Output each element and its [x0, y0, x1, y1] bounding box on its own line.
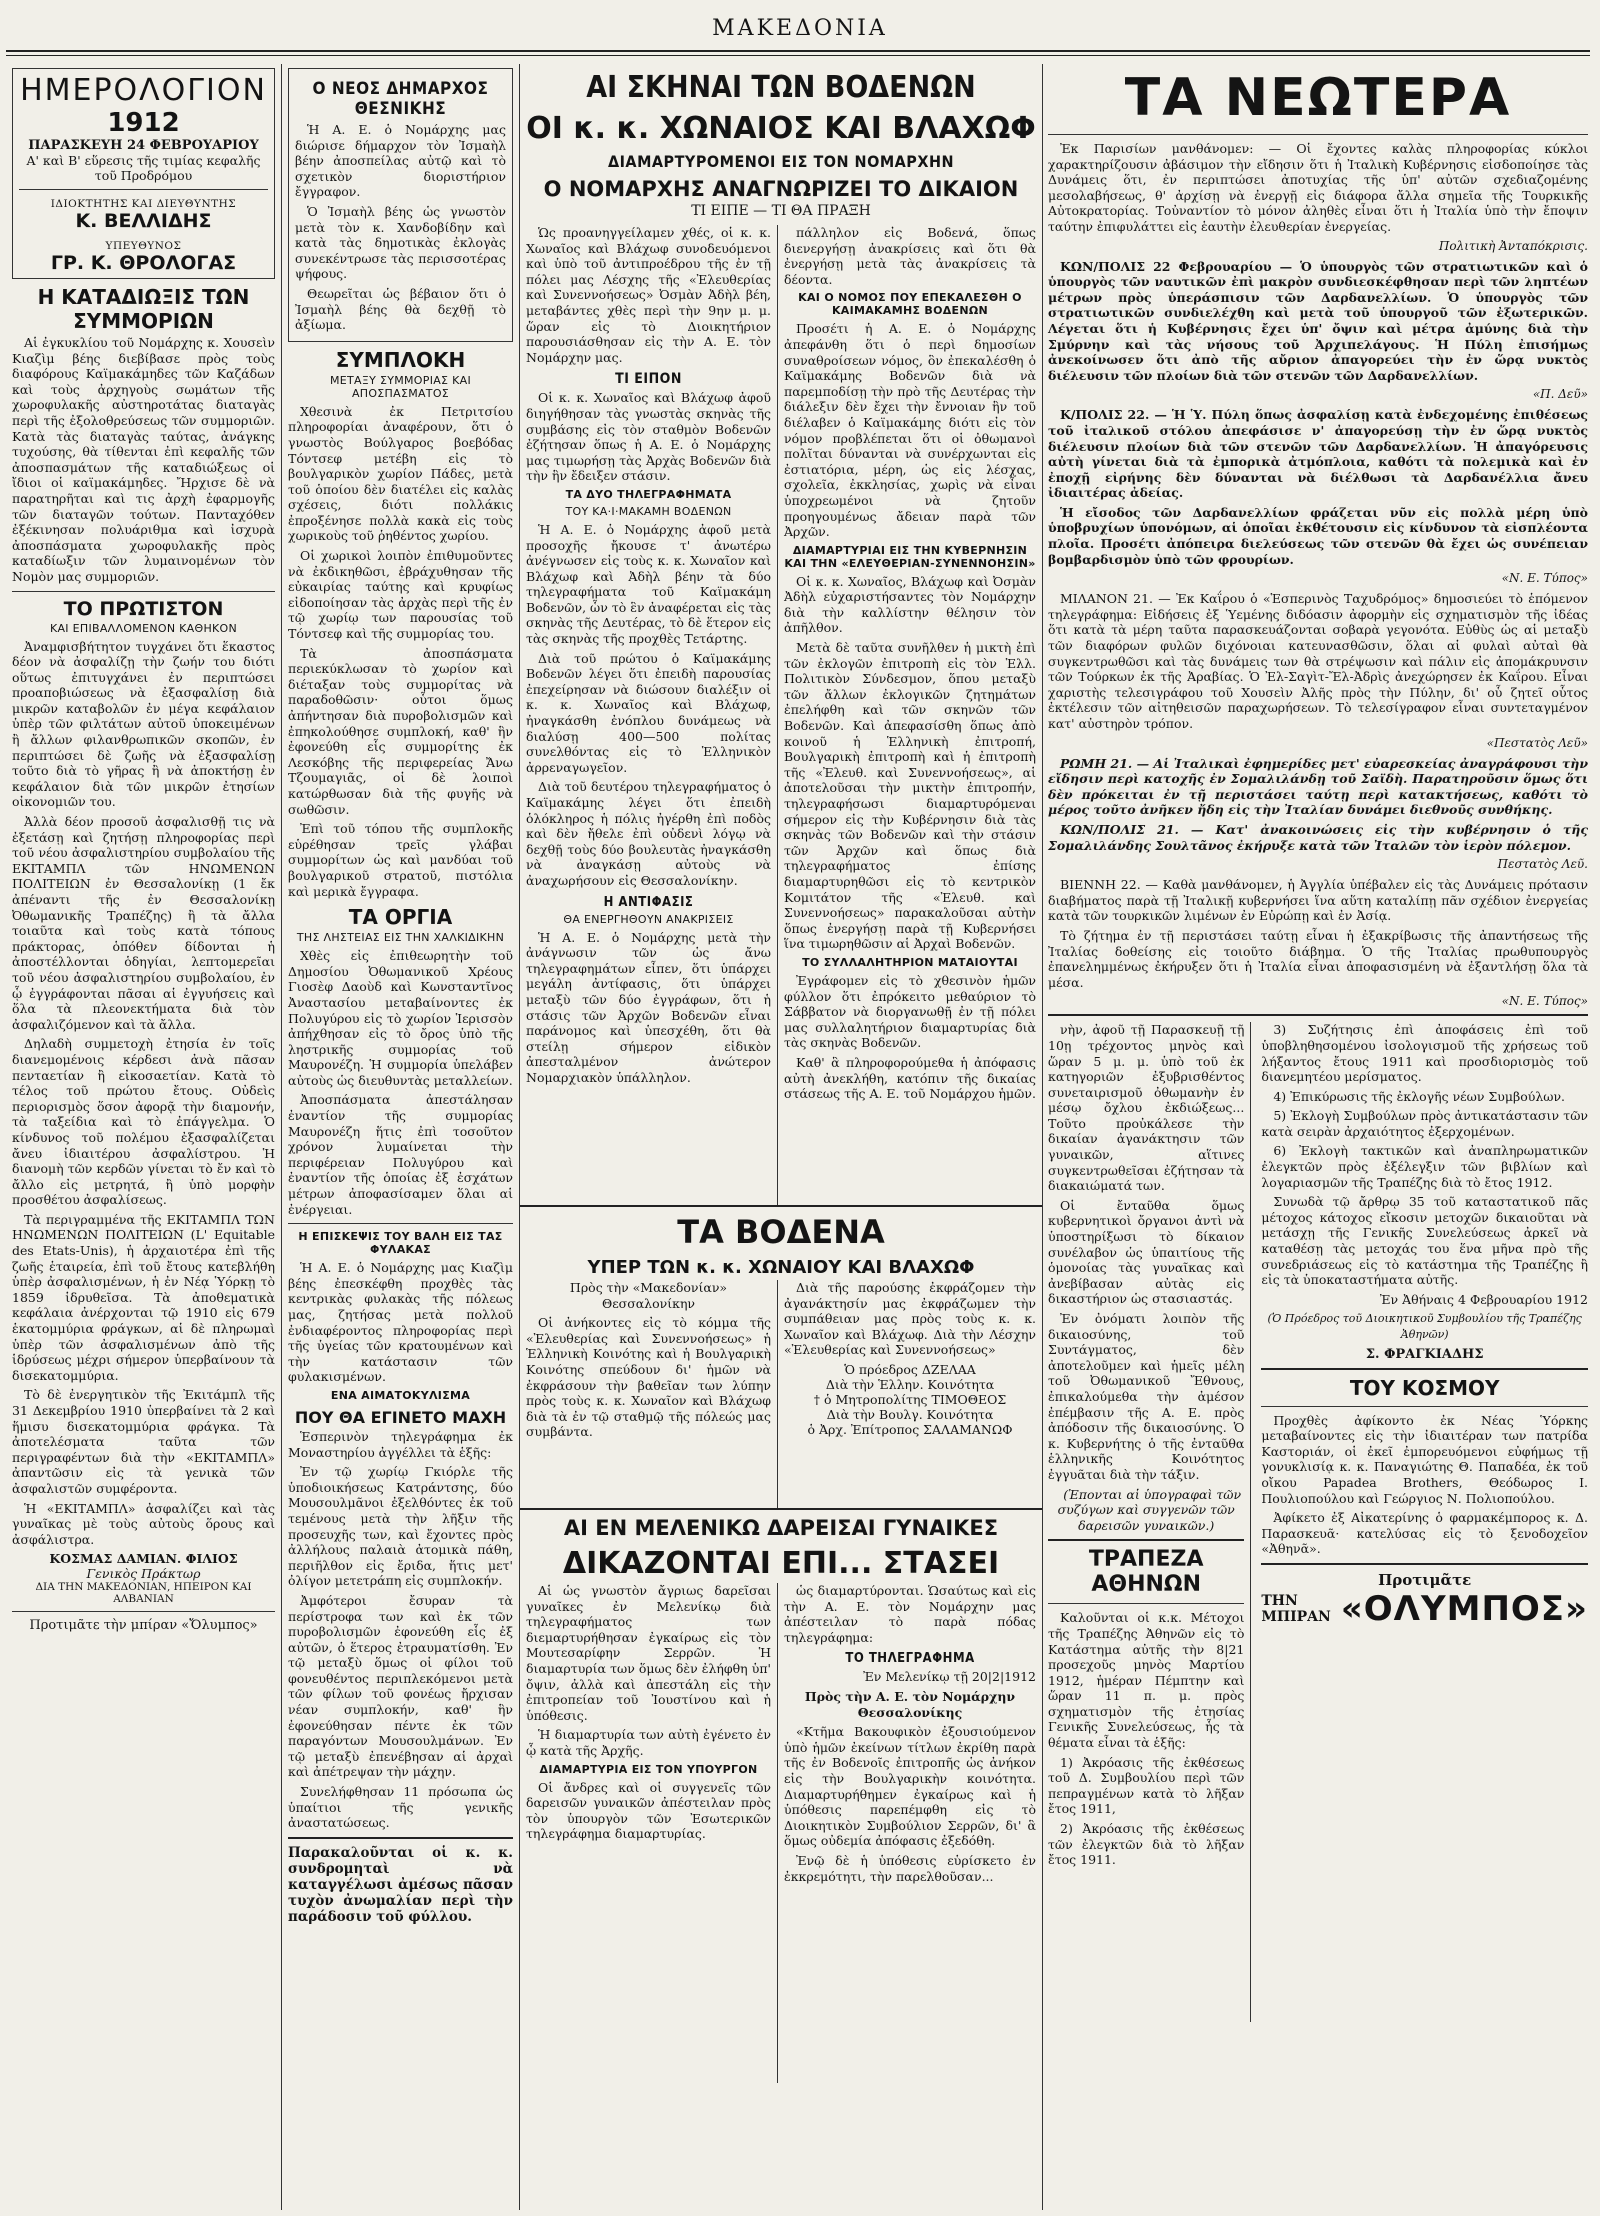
bank-notice: 5) Ἐκλογὴ Συμβούλων πρὸς ἀντικατάστασιν τῶν κατὰ σειρὰν ἀρχαιότητος ἐξερχομένων. — [1261, 1108, 1588, 1139]
article-text: Οἱ κ. κ. Χωναῖος, Βλάχωφ καὶ Ὀσμὰν Ἀδὴλ εὐχαριστήσαντες τὸν Νομάρχην διὰ τὴν καλλίστην θέλησιν τὸν ἀπῆλθον. — [784, 573, 1036, 636]
newspaper-name: ΜΑΚΕΔΟΝΙΑ — [712, 16, 888, 41]
society-item: Προχθὲς ἀφίκοντο ἐκ Νέας Ὑόρκης μεταβαίνοντες εἰς τὴν ἰδιαιτέραν των πατρίδα Καστοριάν, οἱ ἐκεῖ ἐμπορευόμενοι εὐφήμως τῇ γονυκλισίᾳ κ. κ. Παναγιώτης Θ. Παπαδέα, ἐκ τοῦ οἴκου Papadea Brothers, Θεόδωρος Ι. Πουλιοπούλου καὶ Γεώργιος Ν. Πολιοπούλου. — [1261, 1412, 1588, 1506]
divider — [1048, 134, 1588, 135]
headline-melenik-women: ΑΙ ΕΝ ΜΕΛΕΝΙΚΩ ΔΑΡΕΙΣΑΙ ΓΥΝΑΙΚΕΣ — [563, 1516, 999, 1540]
news-item: ΚΩΝ/ΠΟΛΙΣ 21. — Κατ' ἀνακοινώσεις εἰς τὴν κυβέρνησιν ὁ τῆς Σομαλιλάνδης Σουλτᾶνος ἐκήρυξε κατὰ τῶν Ἰταλῶν τὸν ἱερὸν πόλεμον. — [1048, 821, 1588, 853]
article-text: Ἡ Α. Ε. ὁ Νομάρχης μας Κιαζὶμ βέης ἐπεσκέφθη προχθὲς τὰς κεντρικὰς φυλακὰς τῆς πόλεως μας, ζητήσας μετὰ πολλοῦ ἐνδιαφέροντος πληροφορίας περὶ τῆς ὑγείας τῶν κρατουμένων καὶ τὴν κατάστασιν τῶν φυλακισμένων. — [288, 1260, 513, 1385]
signature-title: Γενικὸς Πράκτωρ — [86, 1566, 201, 1582]
vodena-article-columns — [520, 225, 1042, 1205]
article-text: Ἐν τῷ χωρίῳ Γκιόρλε τῆς ὑποδιοικήσεως Κατράντσης, δύο Μουσουλμᾶνοι ἐξελθόντες ἐκ τοῦ τεμένους μετὰ τὴν λῆξιν τῆς προσευχῆς των, καὶ ἔχοντες πρὸς ἀλλήλους παλαιὰ ἀτομικὰ πάθη, περιῆλθον εἰς ἔριδα, ἥτις μετ' ὀλίγον μετετράπη εἰς συμπλοκήν. — [288, 1464, 513, 1589]
article-text: Ἀποσπάσματα ἀπεστάλησαν ἐναντίον τῆς συμμορίας Μαυρονέζη ἥτις ἐπὶ τοσοῦτον χρόνον λυμαίνεται τὴν περιφέρειαν Πολυγύρου καὶ ἐναντίον τῆς ὁποίας ἐξ ἐσχάτων μέτρων ἀποφασίσαμεν ὅλαι αἱ ἐνέργειαι. — [288, 1092, 513, 1217]
bank-notice: 1) Ἀκρόασις τῆς ἐκθέσεως τοῦ Δ. Συμβουλίου περὶ τῶν πεπραγμένων κατὰ τὸ λῆξαν ἔτος 1911, — [1048, 1754, 1245, 1817]
letter-signature: Ὁ πρόεδρος ΔΖΕΛΑΑ — [844, 1361, 976, 1377]
columns-3-4 — [520, 64, 1043, 2210]
divider — [1048, 1539, 1244, 1541]
melenik-right — [778, 1583, 1042, 2083]
article-text: Ἀναμφισβήτητον τυγχάνει ὅτι ἕκαστος δέον νὰ ἀσφαλίζῃ τὴν ζωήν του διότι οὕτως ἐπιτυγχάνει ἐν περιπτώσει προαποβιώσεως νὰ ἐξασφαλίσῃ διὰ μικρῶν καταβολῶν ἐν μέγα κεφάλαιον ὑπὲρ τῶν φιλτάτων αὐτοῦ ὑποκειμένων ἢ ἄλλων φιλανθρωπικῶν σκοπῶν, ἐν περιπτώσει δὲ ζωῆς νὰ ἐξασφαλίσῃ τοῦτο διὰ τὸ γῆρας ἢ νὰ ἀποκτήσῃ ἐν κεφάλαιον διὰ τῶν μικρῶν ἐτησίων οἰκονομιῶν του. — [12, 638, 275, 810]
article-text: Ἡ Α. Ε. ὁ Νομάρχης μας διώρισε δήμαρχον τὸν Ἰσμαὴλ βέην ἀποσπείλας αὐτῷ καὶ τὸ σχετικὸν διοριστήριον ἔγγραφον. — [295, 122, 506, 200]
news-source: Πεστατὸς Λεῦ. — [1497, 857, 1588, 872]
article-text: Δηλαδὴ συμμετοχὴ ἐτησία ἐν τοῖς διανεμομένοις κέρδεσι ἀνὰ πᾶσαν πενταετίαν ἢ εἰκοσαετίαν. Κατὰ τὸ τέλος τοῦ πρώτου ἔτους. Οὐδεὶς περιορισμὸς ὅσον ἀφορᾷ τὴν διαμονήν, τὰ ταξείδια καὶ τὸ ἐπάγγελμα. Ὁ κίνδυνος τοῦ πολέμου ἐξασφαλίζεται ἄνευ ἰδιαιτέρου ἀσφαλίστρου. Ἡ διανομὴ τῶν κερδῶν γίνεται τὸ ἔν καὶ τὸ ἄλλο εἰς μετρητά, ἢ ὑπὸ μορφὴν προσθέτου ἀσφαλίσεως. — [12, 1036, 275, 1208]
subheadline-for-honaios: ΥΠΕΡ ΤΩΝ κ. κ. ΧΩΝΑΙΟΥ ΚΑΙ ΒΛΑΧΩΦ — [587, 1257, 975, 1278]
subheadline: ΤΗΣ ΛΗΣΤΕΙΑΣ ΕΙΣ ΤΗΝ ΧΑΛΚΙΔΙΚΗΝ — [296, 931, 505, 945]
headline-vali-visit: Η ΕΠΙΣΚΕΨΙΣ ΤΟΥ ΒΑΛΗ ΕΙΣ ΤΑΣ ΦΥΛΑΚΑΣ — [298, 1230, 503, 1257]
article-text: Αἱ ἐγκυκλίου τοῦ Νομάρχης κ. Χουσεὶν Κιαζὶμ βέης διεβίβασε πρὸς τοὺς διαφόρους Καϊμακάμηδες τῶν Καζάδων καὶ τοὺς ἀρχηγοὺς σωμάτων τῆς χωροφυλακῆς αὐστηροτάτας διαταγὰς περὶ τῆς ἐξολοθρεύσεως τῶν συμμοριῶν. Κατὰ τὰς διαταγὰς ταύτας, ἀνάγκης τυχούσης, θὰ τίθενται ἐπὶ κεφαλῆς τῶν ἀποσπασμάτων τῆς καταδιώξεως οἱ ἴδιοι οἱ καϊμακάμηδες. Ἤρχισε δὲ νὰ παρατηρῆται καὶ τις ἀρχὴ ἐφαρμογῆς τῶν διαταγῶν τούτων. Πανταχόθεν ἐξέκινησαν πολυάριθμα καὶ ἰσχυρὰ ἀποσπάσματα χωροφυλακῆς πρὸς καταδίωξιν τῶν λυμαινομένων τὸν Νομὸν μας συμμοριῶν. — [12, 335, 275, 584]
column-1 — [6, 64, 282, 2210]
melenik-left — [520, 1583, 778, 2083]
column-4-top — [778, 225, 1042, 1205]
owner-label: ΙΔΙΟΚΤΗΤΗΣ ΚΑΙ ΔΙΕΥΘΥΝΤΗΣ — [50, 198, 237, 210]
subheadline-what-said: ΤΙ ΕΙΠΕ — ΤΙ ΘΑ ΠΡΑΞΗ — [691, 203, 871, 219]
divider — [1261, 1563, 1588, 1565]
headline-vodena: ΤΑ ΒΟΔΕΝΑ — [677, 1213, 885, 1251]
article-text: Οἱ ἄνδρες καὶ οἱ συγγενεῖς τῶν δαρεισῶν γυναικῶν ἀπέστειλαν πρὸς τὸν ὑπουργὸν τῶν Ἐσωτερικῶν τηλεγράφημα διαμαρτυρίας. — [526, 1779, 771, 1842]
article-text: Τὰ ἀποσπάσματα περιεκύκλωσαν τὸ χωρίον καὶ διέταξαν τοὺς συμμορίτας νὰ παραδοθῶσιν· οὗτοι ὅμως ἀπήντησαν διὰ πυροβολισμῶν καὶ ἐπηκολούθησε συμπλοκή, καθ' ἣν ἐφονεύθη εἷς συμμορίτης ἐκ Λεσκόβης τῆς περιφερείας Ἄνω Τζουμαγιᾶς, οἱ δὲ λοιποὶ κατώρθωσαν διὰ τῆς φυγῆς νὰ σωθῶσιν. — [288, 645, 513, 817]
masthead-rule — [6, 50, 1590, 56]
calendar-box — [12, 68, 275, 279]
letter-right — [778, 1280, 1042, 1508]
letter-text: Διὰ τῆς παρούσης ἐκφράζομεν τὴν ἀγανάκτησίν μας ἐκφράζωμεν τὴν συμπάθειαν μας πρὸς τοὺς κ. κ. Χωναῖον καὶ Βλάχωφ. Διὰ τὴν Λέσχην «Ἐλευθερίας καὶ Συνεννοήσεως» — [784, 1280, 1036, 1358]
column-2 — [282, 64, 520, 2210]
news-item: Ἐκ Παρισίων μανθάνομεν: — Οἱ ἔχοντες καλὰς πληροφορίας κύκλοι χαρακτηρίζουσιν ἀβάσιμον τὴν εἴδησιν ὅτι ἡ Ἰταλικὴ Κυβέρνησις εἰσδοποίησε τὰς Δυνάμεις ὅτι, ἐν περιπτώσει ἀποτυχίας τῆς ὑπ' αὐτῶν σχεδιαζομένης μεσολαβήσεως, θ' ἀρχίσῃ νὰ ἐνεργῇ εἰς διάφορα ἄλλα σημεῖα τῆς Τουρκικῆς Αὐτοκρατορίας. Τοὐναντίον τὸ μόνον ἀληθὲς εἶναι ὅτι ἡ Ἰταλία ὑπὸ τὴν ἔποψιν ταύτην ἐπιφυλάττει εἰς ἑαυτὴν ἐλευθερίαν ἐνεργείας. — [1048, 141, 1588, 234]
news-item: ΒΙΕΝΝΗ 22. — Καθὰ μανθάνομεν, ἡ Ἀγγλία ὑπέβαλεν εἰς τὰς Δυνάμεις πρότασιν διαβήματος παρὰ τῇ Ἰταλικῇ κυβερνήσει ἵνα αὕτη καταλίπῃ πᾶν σχέδιον ἐνεργείας κατὰ τῶν τουρκικῶν λιμένων ἐν Εὐρώπῃ καὶ ἐν Ἀσίᾳ. — [1048, 877, 1588, 924]
bank-notice: 4) Ἐπικύρωσις τῆς ἐκλογῆς νέων Συμβούλων. — [1273, 1088, 1566, 1104]
bank-notice: Συνωδὰ τῷ ἄρθρῳ 35 τοῦ καταστατικοῦ πᾶς μέτοχος κάτοχος εἴκοσιν μετοχῶν δικαιοῦται νὰ μετάσχῃ τῆς Γενικῆς Συνελεύσεως ἀρκεῖ νὰ καταθέσῃ τὰς μετοχάς του ἕνα μῆνα πρὸ τῆς συνεδριάσεως εἰς τὸ κατάστημα τῆς Τραπέζης ἢ εἰς τὰ ὑποκαταστήματα αὐτῆς. — [1261, 1194, 1588, 1288]
column-5 — [1042, 64, 1594, 2210]
article-text: Ἑσπερινὸν τηλεγράφημα ἐκ Μοναστηρίου ἀγγέλλει τὰ ἑξῆς: — [288, 1428, 513, 1460]
signatures-note: (Ἐπονται αἱ ὑπογραφαὶ τῶν συζύγων καὶ συγγενῶν τῶν δαρεισῶν γυναικῶν.) — [1057, 1486, 1242, 1533]
responsible-name: ΓΡ. Κ. ΘΡΟΛΟΓΑΣ — [50, 252, 237, 274]
headline-latest-news: ΤΑ ΝΕΩΤΕΡΑ — [1124, 68, 1512, 128]
headline-bank-athens: ΤΡΑΠΕΖΑ ΑΘΗΝΩΝ — [1088, 1547, 1204, 1598]
article-text: Ἀλλὰ δέον προσοῦ ἀσφαλισθῇ τις νὰ ἐξετάσῃ καὶ ζητήσῃ πληροφορίας περὶ τοῦ νέου ἀσφαλιστηρίου συμβολαίου τῆς ΕΚΙΤΑΜΠΛ τῶν ΗΝΩΜΕΝΩΝ ΠΟΛΙΤΕΙΩΝ ἐν Θεσσαλονίκῃ (1 ἔκ ἀπέναντι τῆς ἐν Θεσσαλονίκῃ Ὀθωμανικῆς Τραπέζης) ἢ τὰ ἄλλα τοιαῦτα καὶ τοὺς κατὰ τόπους πράκτορας, ὁπόθεν δίδονται ἡ ἀποστέλλονται ὁδηγίαι, λεπτομερεῖαι τοῦ νέου ἀσφαλιστηρίου συμβολαίου, ἐν ᾧ ἐγγράφονται πᾶσαι αἱ ἐγγυήσεις καὶ ὅλα τὰ πλεονεκτήματα διὰ τὸν ἀσφαλιζόμενον καὶ τὰ ἄλλα. — [12, 814, 275, 1032]
bank-notice: 6) Ἐκλογὴ τακτικῶν καὶ ἀναπληρωματικῶν ἐλεγκτῶν πρὸς ἐξέλεγξιν τῶν βιβλίων καὶ λογαριασμῶν τῆς Τραπέζης διὰ τὸ ἔτος 1912. — [1261, 1143, 1588, 1190]
headline-nomarch-justice: Ο ΝΟΜΑΡΧΗΣ ΑΝΑΓΝΩΡΙΖΕΙ ΤΟ ΔΙΚΑΙΟΝ — [543, 177, 1019, 201]
letter-signature: Διὰ τὴν Βουλγ. Κοινότητα — [826, 1406, 994, 1422]
subheadline-battle: ΠΟΥ ΘΑ ΕΓΙΝΕΤΟ ΜΑΧΗ — [294, 1407, 507, 1427]
subheadline-protest-minister: ΔΙΑΜΑΡΤΥΡΙΑ ΕΙΣ ΤΟΝ ΥΠΟΥΡΓΟΝ — [539, 1762, 758, 1776]
subheadline-two-telegrams: ΤΑ ΔΥΟ ΤΗΛΕΓΡΑΦΗΜΑΤΑ — [565, 487, 732, 501]
divider — [1048, 1603, 1244, 1604]
mayor-box — [288, 68, 513, 342]
headline-honaios-vlachof: ΟΙ κ. κ. ΧΩΝΑΙΟΣ ΚΑΙ ΒΛΑΧΩΦ — [526, 111, 1036, 146]
headline-new-mayor: Ο ΝΕΟΣ ΔΗΜΑΡΧΟΣ ΘΕΣΝΙΚΗΣ — [312, 79, 489, 119]
bank-notice: 3) Συζήτησις ἐπὶ ἀποφάσεις ἐπὶ τοῦ ὑποβληθησομένου ἰσολογισμοῦ τῆς χρήσεως τοῦ λήξαντος ἔτους 1911 καὶ προσδιορισμὸς τοῦ διανεμητέου μερίσματος. — [1261, 1022, 1588, 1085]
subheadline-law: ΚΑΙ Ο ΝΟΜΟΣ ΠΟΥ ΕΠΕΚΑΛΕΣΘΗ Ο ΚΑΙΜΑΚΑΜΗΣ ΒΟΔΕΝΩΝ — [798, 291, 1022, 318]
divider — [1048, 1014, 1588, 1016]
article-text: ὡς διαμαρτύρονται. Ὡσαύτως καὶ εἰς τὴν Α. Ε. τὸν Νομάρχην μας ἀπέστειλαν τὸ παρὰ πόδας τηλεγράφημα: — [784, 1583, 1036, 1645]
letter-signature: † ὁ Μητροπολίτης ΤΙΜΟΘΕΟΣ — [813, 1391, 1007, 1407]
headline-clash: ΣΥΜΠΛΟΚΗ — [335, 347, 466, 372]
bank-signatory-title: (Ὁ Πρόεδρος τοῦ Διοικητικοῦ Συμβουλίου τῆς Τραπέζης Ἀθηνῶν) — [1267, 1312, 1582, 1341]
beer-ad-brand: «ΟΛΥΜΠΟΣ» — [1340, 1588, 1588, 1629]
article-text: Ἡ Α. Ε. ὁ Νομάρχης μετὰ τὴν ἀνάγνωσιν τῶν ὡς ἄνω τηλεγραφημάτων εἶπεν, ὅτι ὑπάρχει μεγάλη ἀντίφασις, ὅτι ὑπάρχει μεταξὺ τῶν δύο ἐγγράφων, ὅτι ἡ στάσις τῶν Ἀρχῶν Βοδενῶν εἶναι παράνομος καὶ ὑπεσχέθη, ὅτι θὰ στείλῃ σήμερον εἰδικὸν ἀπεσταλμένον ἀνώτερον Νομαρχιακὸν ὑπάλληλον. — [526, 929, 771, 1085]
news-source: Πολιτικὴ Ἀνταπόκρισις. — [1438, 238, 1588, 253]
subheadline-protests-gov: ΔΙΑΜΑΡΤΥΡΙΑΙ ΕΙΣ ΤΗΝ ΚΥΒΕΡΝΗΣΙΝ ΚΑΙ ΤΗΝ «ΕΛΕΥΘΕΡΙΑΝ-ΣΥΝΕΝΝΟΗΣΙΝ» — [784, 543, 1036, 570]
article-text: Καθ' ἃ πληροφορούμεθα ἡ ἀπόφασις αὐτὴ ἀνεκλήθη, κατόπιν τῆς δικαίας στάσεως τῆς Α. Ε. τοῦ Νομάρχου ἡμῶν. — [784, 1054, 1036, 1102]
beer-ad-label: ΤΗΝ ΜΠΙΡΑΝ — [1261, 1592, 1331, 1625]
bank-notice: Καλοῦνται οἱ κ.κ. Μέτοχοι τῆς Τραπέζης Ἀθηνῶν εἰς τὸ Κατάστημα αὐτῆς τὴν 8|21 προσεχοῦς μηνὸς Μαρτίου 1912, ἡμέραν Πέμπτην καὶ ὥραν 11 π. μ. πρὸς σχηματισμὸν τῆς ἐτησίας Γενικῆς Συνελεύσεως, ἧς τὰ θέματα εἶναι τὰ ἑξῆς: — [1048, 1610, 1245, 1751]
subheadline-telegram: ΤΟ ΤΗΛΕΓΡΑΦΗΜΑ — [845, 1651, 975, 1667]
letter-left — [520, 1280, 778, 1508]
article-text: Ἐπὶ τοῦ τόπου τῆς συμπλοκῆς εὑρέθησαν τρεῖς γλάβαι συμμορίτων ὡς καὶ μανδύαι τοῦ βουλγαρικοῦ στρατοῦ, πιστόλια καὶ μερικὰ ἔγγραφα. — [288, 821, 513, 899]
headline-first-duty: ΤΟ ΠΡΩΤΙΣΤΟΝ — [63, 597, 224, 620]
beer-ad: Προτιμᾶτε τὴν μπίραν «Ὄλυμπος» — [29, 1618, 258, 1634]
melenik-article-columns — [520, 1583, 1042, 2083]
telegram-text: Ἐνῷ δὲ ἡ ὑπόθεσις εὑρίσκετο ἐν ἐκκρεμότητι, τὴν παρελθοῦσαν... — [784, 1852, 1036, 1884]
column-5-right — [1261, 1022, 1588, 2022]
telegram-date: Ἐν Μελενίκῳ τῇ 20|2|1912 — [863, 1669, 1036, 1685]
calendar-title: ΗΜΕΡΟΛΟΓΙΟΝ — [20, 73, 267, 108]
letter-text: Οἱ ἀνήκοντες εἰς τὸ κόμμα τῆς «Ἐλευθερίας καὶ Συνεννοήσεως» ἡ Ἑλληνικὴ Κοινότης καὶ ἡ Βουλγαρικὴ Κοινότης σπεύδουν δι' ἡμῶν νὰ ἐκφράσουν τὴν βαθεῖαν των λύπην πρὸς τοὺς κ. κ. Χωναῖον καὶ Βλάχωφ διὰ τὰ ἐν τῷ σταθμῷ τῆς πόλεώς μας συμβάντα. — [526, 1315, 771, 1440]
news-item: Κ/ΠΟΛΙΣ 22. — Ἡ Ὑ. Πύλη ὅπως ἀσφαλίσῃ κατὰ ἐνδεχομένης ἐπιθέσεως τοῦ ἰταλικοῦ στόλου ἀπεφάσισε ν' ἀπαγορεύσῃ τὴν ἐν ὥρᾳ νυκτὸς διέλευσιν πλοίων διὰ τῶν στενῶν τῶν Δαρδανελλίων. Ἡ ἀπαγόρευσις αὐτὴ γίνεται διὰ τὰ ἐμπορικὰ ἀτμόπλοια, καθότι τὰ πολεμικὰ καὶ ἐν ἐποχῇ εἰρήνης δὲν δύνανται νὰ διέλθωσι τὰ Δαρδανέλλια ἄνευ ἰδιαιτέρας ἀδείας. — [1048, 407, 1588, 501]
article-text: Ἡ διαμαρτυρία των αὐτὴ ἐγένετο ἐν ᾧ κατὰ τῆς Ἀρχῆς. — [526, 1727, 771, 1758]
calendar-note: Α' καὶ Β' εὕρεσις τῆς τιμίας κεφαλῆς τοῦ Προδρόμου — [26, 153, 261, 183]
signature-region: ΔΙΑ ΤΗΝ ΜΑΚΕΔΟΝΙΑΝ, ΗΠΕΙΡΟΝ ΚΑΙ ΑΛΒΑΝΙΑΝ — [35, 1581, 252, 1606]
headline-society: ΤΟΥ ΚΟΣΜΟΥ — [1349, 1375, 1500, 1400]
article-text: Διὰ τοῦ δευτέρου τηλεγραφήματος ὁ Καϊμακάμης λέγει ὅτι ἐπειδὴ ὁλόκληρος ἡ πόλις ἠγέρθη ἐπὶ ποδὸς καὶ δὲν ἤθελε ἐπὶ οὐδενὶ λόγῳ νὰ δεχθῇ τοὺς δύο βουλευτὰς ἠναγκάσθη νὰ ἀναγκάσῃ αὐτοὺς νὰ ἀναχωρήσουν εἰς Θεσσαλονίκην. — [526, 779, 771, 888]
calendar-year: 1912 — [107, 108, 180, 138]
article-text: Ἡ «ΕΚΙΤΑΜΠΛ» ἀσφαλίζει καὶ τὰς γυναῖκας μὲ τοὺς αὐτοὺς ὅρους καὶ ἀσφάλιστρα. — [12, 1500, 275, 1547]
divider — [288, 1223, 513, 1224]
article-text: νὴν, ἀφοῦ τῇ Παρασκευῇ τῇ 10ῃ τρέχοντος μηνὸς καὶ ὥραν 5 μ. μ. ὑπὸ τοῦ ἐκ κατηγοριῶν ἐξυβρισθέντος συνεταιρισμοῦ ὀθωμανὴν ἐν μέσῳ ὄχλου ἐκδιώξεως... Τοῦτο προὐκάλεσε τὴν δικαίαν ἀγανάκτησιν τῶν γυναικῶν, αἵτινες συγκεντρωθεῖσαι ἐζήτησαν τὰ διακαιώματά των. — [1048, 1022, 1245, 1194]
article-text: Μετὰ δὲ ταῦτα συνῆλθεν ἡ μικτὴ ἐπὶ τῶν ἐκλογῶν ἐπιτροπὴ εἰς τὸν Ἑλλ. Πολιτικὸν Σύνδεσμον, ὅπου μεταξὺ τῶν ἄλλων ἐκλογικῶν ζητημάτων ἐπελήφθη καὶ τῶν σκηνῶν τῶν Βοδενῶν. Καὶ ἀπεφασίσθη ὅπως ἀπὸ κοινοῦ ἡ Ἑλληνικὴ ἐπιτροπή, Βουλγαρικὴ ἐπιτροπὴ καὶ ἡ ἐπιτροπὴ τῆς «Ἐλευθ. καὶ Συνεννοήσεως», αἱ ἀποτελοῦσαι τὴν μικτὴν ἐπιτροπήν, τηλεγραφήσωσι διαμαρτυρόμεναι σήμερον εἰς τὴν Κυβέρνησιν διὰ τὰς σκηνὰς τῶν Βοδενῶν καὶ τὴν στάσιν τῶν Ἀρχῶν καὶ ὅπως διὰ τηλεγραφήματος ἐπίσης διαμαρτυρηθῶσι εἰς τὸ κεντρικὸν Κομιτάτον τῆς «Ἐλευθ. καὶ Συνεννοήσεως» παρακαλοῦσαι αὐτὴν ὅπως ἐνεργήσῃ παρὰ τῇ Κυβερνήσει ἵνα τιμωρηθῶσιν αἱ Ἀρχαὶ Βοδενῶν. — [784, 640, 1036, 952]
headline-on-sedition: ΔΙΚΑΖΟΝΤΑΙ ΕΠΙ... ΣΤΑΣΕΙ — [562, 1546, 1000, 1581]
subscriber-notice: Παρακαλοῦνται οἱ κ. κ. συνδρομηταὶ νὰ καταγγέλωσι ἀμέσως πᾶσαν τυχὸν ἀνωμαλίαν περὶ τὴν παράδοσιν τοῦ φύλλου. — [288, 1844, 513, 1925]
article-text: Ὡς προανηγγείλαμεν χθές, οἱ κ. κ. Χωναῖος καὶ Βλάχωφ συνοδευόμενοι καὶ ὑπὸ τοῦ ἀντιπροέδρου τῆς ἐν τῇ πόλει μας Λέσχης τῆς «Ἐλευθερίας καὶ Συνεννοήσεως» Ὀσμὰν Ἀδὴλ βέη, μεταβάντες χθὲς περὶ τὴν 9ην μ. μ. ὥραν εἰς τὸ Διοικητήριον παρουσιάσθησαν εἰς τὴν Α. Ε. τὸν Νομάρχην μας. — [526, 225, 771, 365]
beer-ad-prefer: Προτιμᾶτε — [1378, 1570, 1472, 1589]
headline-persecution: Η ΚΑΤΑΔΙΩΞΙΣ ΤΩΝ ΣΥΜΜΟΡΙΩΝ — [37, 285, 250, 333]
subheadline-kaimakam: ΤΟΥ ΚΑ·Ι·ΜΑΚΑΜΗ ΒΟΔΕΝΩΝ — [565, 504, 732, 518]
article-text: Ὁ Ἰσμαὴλ βέης ὡς γνωστὸν μετὰ τὸν κ. Χανδοβίδην καὶ κατὰ τὰς δημοτικὰς ἐκλογὰς συνεκέντρωσε τὰς περισσοτέρας ψήφους. — [295, 203, 506, 282]
article-text: Οἱ χωρικοὶ λοιπὸν ἐπιθυμοῦντες νὰ ἐκδικηθῶσι, ἐβράχυθησαν τῆς εὐκαιρίας ταύτης καὶ κρυφίως εἰδοποίησαν τὰς ἀρχὰς περὶ τῆς ἐν τῷ χωρίῳ των παρουσίας τοῦ Τόντσεφ καὶ τῆς συμμορίας του. — [288, 548, 513, 642]
subheadline-rally: ΤΟ ΣΥΛΛΑΛΗΤΗΡΙΟΝ ΜΑΤΑΙΟΥΤΑΙ — [802, 955, 1018, 969]
article-text: Τὸ δὲ ἐνεργητικὸν τῆς Ἐκιτάμπλ τῆς 31 Δεκεμβρίου 1910 ὑπερβαίνει τὰ 2 καὶ ἥμισυ δισεκατομμύρια φράγκα. Τὰ ἀποτελέσματα ταῦτα τῶν περιγραφέντων διὰ τὴν «ΕΚΙΤΑΜΠΛ» ἀπαντῶσιν εἰς τὰ γενικὰ τῶν ἀσφαλιστῶν συμφέροντα. — [12, 1387, 275, 1496]
telegram-address: Πρὸς τὴν Α. Ε. τὸν Νομάρχην Θεσσαλονίκης — [804, 1688, 1016, 1720]
society-item: Ἀφίκετο ἐξ Αἰκατερίνης ὁ φαρμακέμπορος κ. Δ. Παρασκευᾶ· κατελύσας εἰς τὸ ξενοδοχεῖον «Ἀθηνᾶ». — [1261, 1510, 1588, 1557]
divider — [12, 1611, 275, 1612]
divider — [520, 1508, 1042, 1510]
column-5-bottom — [1048, 1022, 1588, 2022]
divider — [1261, 1368, 1588, 1370]
vodena-letter-columns — [520, 1280, 1042, 1508]
article-text: Ἐν ὀνόματι λοιπὸν τῆς δικαιοσύνης, τοῦ Συντάγματος, δὲν ἀποτελοῦμεν καὶ ἡμεῖς μέλη τοῦ Ὀθωμανικοῦ Ἔθνους, ἐπικαλούμεθα τὴν ἀμέσον ἐπέμβασιν τῆς Α. Ε. πρὸς ἀπόδοσιν τῆς δικαιοσύνης. Ὁ κ. Κυβερνήτης ὁ τῆς ἐνταῦθα ἑλληνικῆς Κοινότητος ἐγγυᾶται διὰ τὴν τάξιν. — [1048, 1311, 1245, 1482]
article-text: Προσέτι ἡ Α. Ε. ὁ Νομάρχης ἀπεφάνθη ὅτι ὁ περὶ δημοσίων συναθροίσεων νόμος, ὃν ἐπεκαλέσθη ὁ Καϊμακάμης Βοδενῶν διὰ νὰ παρεμποδίσῃ τὴν πρὸ τῆς Δευτέρας τὴν διάλεξιν δὲν ἔχει τὴν ἔννοιαν ἣν τοῦ διέλαβεν ὁ Καϊμακάμης διότι εἰς τὸν νόμον προβλέπεται ὅτι οἱ ὀθωμανοὶ πολῖται δύνανται νὰ συνέρχωνται εἰς ἐστιατόρια, μέρη, ὡς εἰς λέσχας, σχολεῖα, ἐκκλησίας, χωρὶς νὰ εἶναι ὑποχρεωμένοι νὰ ζητοῦν προηγουμένως ἄδειαν παρὰ τῶν Ἀρχῶν. — [784, 321, 1036, 540]
divider — [288, 1837, 513, 1839]
subheadline-what-they-said: ΤΙ ΕΙΠΟΝ — [615, 371, 682, 388]
news-item: Ἡ εἴσοδος τῶν Δαρδανελλίων φράζεται νῦν εἰς πολλὰ μέρη ὑπὸ ὑποβρυχίων ὑπονόμων, αἱ ὁποῖαι ἐκθέτουσιν εἰς κίνδυνον τὰ εἰσπλέοντα πλοῖα. Προσέτι ἀπόπειρα διελεύσεως τῶν στενῶν θὰ ἔχει ὡς συνέπειαν βομβαρδισμὸν ὑπὸ τῶν φρουρίων. — [1048, 504, 1588, 567]
article-text: Ἐγράφομεν εἰς τὸ χθεσινὸν ἡμῶν φύλλον ὅτι ἐπρόκειτο μεθαύριον τὸ Σάββατον νὰ διοργανωθῇ ἐν τῇ πόλει μας συλλαλητήριον διαμαρτυρίας διὰ τὰς σκηνὰς Βοδενῶν. — [784, 972, 1036, 1051]
divider — [1261, 1406, 1588, 1407]
subheadline-investigations: ΘΑ ΕΝΕΡΓΗΘΟΥΝ ΑΝΑΚΡΙΣΕΙΣ — [563, 912, 734, 926]
signature-name: ΚΟΣΜΑΣ ΔΑΜΙΑΝ. ΦΙΛΙΟΣ — [49, 1551, 238, 1567]
article-text: Θεωρεῖται ὡς βέβαιον ὅτι ὁ Ἰσμαὴλ βέης θὰ δεχθῇ τὸ ἀξίωμα. — [295, 285, 506, 333]
news-item: Τὸ ζήτημα ἐν τῇ περιστάσει ταύτῃ εἶναι ἡ ἐξακρίβωσις τῆς ἀπαντήσεως τῆς Ἰταλίας δοθείσης εἰς τοιοῦτο διάβημα. Ὁ τῆς Ἰταλίας πρωθυπουργὸς ἐπανελημμένως ἐκήρυξεν ὅτι ἡ Ἰταλία εἶναι ἀποφασισμένη νὰ ἐξαντλήσῃ ὅλα τὰ μέσα. — [1048, 927, 1588, 990]
letter-address: Πρὸς τὴν «Μακεδονίαν» Θεσσαλονίκην — [569, 1280, 728, 1311]
article-text: Χθὲς εἰς ἐπιθεωρητὴν τοῦ Δημοσίου Ὀθωμανικοῦ Χρέους Γιοσὲφ Δαοὺδ καὶ Κωνσταντῖνος Ἀναστασίου μεταβαίνοντες ἐκ Πολυγύρου εἰς τὸ χωρίον Ἱερισσὸν ἀπήχθησαν εἰς τὸ ὄρος ὑπὸ τῆς ληστρικῆς συμμορίας τοῦ Μαυρονέζη. Ἡ συμμορία ὑπελάβεν αὐτοὺς ὡς διευθυντὰς μεταλλείων. — [288, 948, 513, 1088]
news-source: «Ν. Ε. Τύπος» — [1501, 994, 1588, 1009]
article-text: Διὰ τοῦ πρώτου ὁ Καϊμακάμης Βοδενῶν λέγει ὅτι ἐπειδὴ παρουσίας ἐπεχείρησαν νὰ διώσουν διαλέξιν οἱ κ. κ. Χωναῖος καὶ Βλάχωφ, ἠναγκάσθη ἐνόπλου δυνάμεως νὰ διαλύσῃ 400—500 πολίτας συνελθόντας εἰς τὸ Ἑλληνικὸν ἀρρεναγωγεῖον. — [526, 650, 771, 775]
beer-ad — [1261, 1589, 1588, 1629]
subheadline-protest: ΔΙΑΜΑΡΤΥΡΟΜΕΝΟΙ ΕΙΣ ΤΟΝ ΝΟΜΑΡΧΗΝ — [607, 152, 955, 171]
article-text: Τὰ περιγραμμένα τῆς ΕΚΙΤΑΜΠΛ ΤΩΝ ΗΝΩΜΕΝΩΝ ΠΟΛΙΤΕΙΩΝ (L' Equitable des Etats-Unis), ἡ ἀρχαιοτέρα ἐπὶ τῆς ζωῆς ἑταιρεία, ἐπὶ τοῦ ἔτους κατεβλήθη ὑπὲρ ἀσφαλισμένων, ἡ ἐν Νέᾳ Ὑόρκῃ τὸ 1859 ἱδρυθεῖσα. Τὰ ἀποθεματικὰ κεφάλαια ἀνέρχονται τῷ 1910 εἰς 679 ἑκατομμύρια φράγκων, αἱ δὲ πληρωμαὶ ὑπὲρ τῶν ἀσφαλισμένων ἀπὸ τῆς ἱδρύσεως μέχρι σήμερον ὑπερβαίνουν τὰ δισεκατομμύρια. — [12, 1211, 275, 1383]
news-item: ΚΩΝ/ΠΟΛΙΣ 22 Φεβρουαρίου — Ὁ ὑπουργὸς τῶν στρατιωτικῶν καὶ ὁ ὑπουργὸς τῶν ναυτικῶν ἐπὶ μακρὸν συνδιεσκέφθησαν περὶ τῶν ληπτέων μέτρων πρὸς ὑπεράσπισιν τῶν Δαρδανελλίων. Ὁ ὑπουργὸς τῶν στρατιωτικῶν συνδιελέχθη καὶ μετὰ τοῦ ὑπουργοῦ τῶν ἐξωτερικῶν. Λέγεται ὅτι ἡ Κυβέρνησις ἔχει ὑπ' ὄψιν καὶ μέτρα ἀμύνης διὰ τὴν Σμύρνην καὶ τὰς νήσους τοῦ Ἀρχιπελάγους. Ἡ Πύλη ἐπισήμως ἀνεκοίνωσεν ὅτι ἀπὸ τῆς αὔριον ἀπαγορεύει τὴν ἐν ὥρᾳ νυκτὸς διέλευσιν τῶν πλοίων διὰ τῶν στενῶν τῶν Δαρδανελλίων. — [1048, 258, 1588, 383]
bank-signatory: Σ. ΦΡΑΓΚΙΑΔΗΣ — [1365, 1346, 1484, 1362]
headline-orgies: ΤΑ ΟΡΓΙΑ — [348, 905, 453, 930]
responsible-label: ΥΠΕΥΘΥΝΟΣ — [105, 240, 182, 252]
article-text: Ἀμφότεροι ἔσυραν τὰ περίστροφα των καὶ ἐκ τῶν πυροβολισμῶν ἐφονεύθη εἷς ἐξ αὐτῶν, ὁ ἕτερος ἐτραυματίσθη. Ἐν τῷ μεταξὺ ὅμως οἱ φίλοι τοῦ φονευθέντος περιπλεκόμενοι μετὰ τῶν φίλων τοῦ φονέως ἤρχισαν νέαν συμπλοκήν, καθ' ἣν ἐφονεύθησαν πέντε ἐκ τῶν παραγόντων Μουσουλμάνων. Ἐν τῷ μεταξὺ ἐπενέβησαν αἱ ἀρχαὶ καὶ ἀπέτρεψαν τὴν μάχην. — [288, 1592, 513, 1780]
article-text: Συνελήφθησαν 11 πρόσωπα ὡς ὑπαίτιοι τῆς γενικῆς ἀναστατώσεως. — [288, 1784, 513, 1831]
subheadline: ΚΑΙ ΕΠΙΒΑΛΛΟΜΕΝΟΝ ΚΑΘΗΚΟΝ — [49, 621, 238, 635]
article-text: Ἡ Α. Ε. ὁ Νομάρχης ἀφοῦ μετὰ προσοχῆς ἤκουσε τ' ἀνωτέρω ἀνέγνωσεν εἰς τοὺς κ. κ. Χωναῖον καὶ Βλάχωφ καὶ Ἀδὴλ βέην τὰ δύο τηλεγραφήματα τοῦ Καϊμακάμη Βοδενῶν, ὧν τὸ ἓν ἀναφέρεται εἰς τὰς σκηνὰς τῆς Δευτέρας, τὸ δὲ ἕτερον εἰς τὰς σκηνὰς τῆς προχθὲς Τετάρτης. — [526, 521, 772, 647]
headline-vodena-scenes: ΑΙ ΣΚΗΝΑΙ ΤΩΝ ΒΟΔΕΝΩΝ — [586, 70, 976, 105]
headline-bloodshed: ΕΝΑ ΑΙΜΑΤΟΚΥΛΙΣΜΑ — [330, 1388, 471, 1402]
letter-signature: ὁ Ἀρχ. Ἐπίτροπος ΣΑΛΑΜΑΝΩΦ — [807, 1421, 1013, 1437]
masthead — [0, 0, 1600, 54]
bank-notice: 2) Ἀκρόασις τῆς ἐκθέσεως τῶν ἐλεγκτῶν διὰ τὸ λῆξαν ἔτος 1911. — [1048, 1821, 1245, 1868]
column-3-top — [520, 225, 778, 1205]
telegram-text: «Κτῆμα Βακουφικὸν ἐξουσιούμενον ὑπὸ ἡμῶν ἐκείνων τίτλων ἐκρίθη παρὰ τῆς ἐν Βοδενοῖς ἐπιτροπῆς ὡς ἀνήκον εἰς τὴν Βουλγαρικὴν κοινότητα. Διαμαρτυρήθημεν ἐγκαίρως καὶ ἡ ὑπόθεσις παρεπέμφθη εἰς τὸ Διοικητικὸν Συμβούλιον Σερρῶν, δι' ἃ ὅμως οὐδεμία ἀπόφασις ἐξεδόθη. — [784, 1724, 1036, 1849]
news-source: «Πεστατὸς Λεῦ» — [1486, 735, 1588, 750]
owner-name: Κ. ΒΕΛΛΙΔΗΣ — [75, 210, 212, 232]
article-text: Χθεσινὰ ἐκ Πετριτσίου πληροφορίαι ἀναφέρουν, ὅτι ὁ γνωστὸς Βούλγαρος βοεβόδας Τόντσεφ μετέβη εἰς τὸ βουλγαρικὸν χωρίον Πάδες, μετὰ τοῦ ὁποίου δὲν διατέλει εἰς καλὰς σχέσεις, διότι πολλάκις ἐπροξένησε πολλὰ κακὰ εἰς τοὺς χωρικοὺς τοῦ ῥηθέντος χωρίου. — [288, 403, 513, 544]
article-text: Οἱ ἔνταῦθα ὅμως κυβερνητικοὶ ὄργανοι ἀντὶ νὰ ὑποστηρίξωσι τὸ δίκαιον συνέλαβον ὡς ὑπαιτίους τῆς ὁμονοίας τὰς γυναῖκας καὶ ἀνεβίβασαν αὐτὰς εἰς δικαστήριον ὡς στασιαστάς. — [1048, 1197, 1245, 1307]
letter-signature: Διὰ τὴν Ἑλλην. Κοινότητα — [825, 1376, 995, 1392]
bank-date: Ἐν Ἀθήναις 4 Φεβρουαρίου 1912 — [1379, 1291, 1588, 1307]
article-text: Αἱ ὡς γνωστὸν ἄγριως δαρεῖσαι γυναῖκες ἐν Μελενίκῳ διὰ τηλεγραφήματος των διεμαρτυρήθησαν ἐγκαίρως εἰς τὸν Μουτεσαρίφην Σερρῶν. Ἡ διαμαρτυρία των ὅμως δὲν ἐλήφθη ὑπ' ὄψιν, ἀλλὰ καὶ ἀπεστάλη εἰς τὴν ἐπιτροπείαν τοῦ Ἰουστίνου καὶ ἡ ὑπόθεσις. — [526, 1583, 771, 1723]
subheadline: ΜΕΤΑΞΥ ΣΥΜΜΟΡΙΑΣ ΚΑΙ ΑΠΟΣΠΑΣΜΑΤΟΣ — [330, 373, 471, 400]
article-text: πάλληλον εἰς Βοδενά, ὅπως διενεργήσῃ ἀνακρίσεις καὶ ὅτι θὰ ἐνεργήσῃ μετὰ τὰς ἀνακρίσεις τὰ δέοντα. — [784, 225, 1036, 287]
news-source: «Π. Δεῦ» — [1532, 387, 1588, 402]
divider — [19, 189, 268, 190]
column-5-left — [1048, 1022, 1251, 2022]
news-item: ΜΙΛΑΝΟΝ 21. — Ἐκ Καΐρου ὁ «Ἑσπερινὸς Ταχυδρόμος» δημοσιεύει τὸ ἑπόμενον τηλεγράφημα: Εἰδήσεις ἐξ Ὑεμένης διδόασιν ἀφορμὴν εἰς σχηματισμὸν τῆς ἰδέας ὅτι κατὰ τὰ μέρη ταῦτα παρασκευάζονται σοβαρὰ γεγονότα. Εὐθὺς ὡς αἱ μεταξὺ τῶν διαφόρων φυλῶν διχόνοιαι κατευνασθῶσιν, ὅλαι αἱ φυλαὶ αὐταὶ θὰ συγκεντρωθῶσι καὶ τὰς δυνάμεις των θὰ στρέψωσιν καὶ πάλιν εἰς ἀπομάκρυνσιν τῶν Τούρκων ἐκ τῆς Ἀραβίας. Ὁ Ἐλ-Σαγὶτ-Ἔλ-Ἀδρὶς ἀνεχώρησεν ἐκ Καΐρου. Εἶναι χαριστὴς τελεσιγράφου τοῦ Χουσεὶν Ἀλῆς πρὸς τὴν Πύλην, δι' οὗ ζητεῖ οὗτος ἐκτέλεσιν τῶν αἰτηθεισῶν παραχωρήσεων. Τὸ τελεσίγραφον εἶναι συντεταγμένον κατ' αὐστηρὸν τρόπον. — [1048, 591, 1588, 731]
divider — [12, 591, 275, 592]
calendar-date: ΠΑΡΑΣΚΕΥΗ 24 ΦΕΒΡΟΥΑΡΙΟΥ — [28, 138, 259, 153]
article-text: Οἱ κ. κ. Χωναῖος καὶ Βλάχωφ ἀφοῦ διηγήθησαν τὰς γνωστὰς σκηνὰς τῆς συμβάσης εἰς τὸν σταθμὸν Βοδενῶν ἐζήτησαν ὅπως ἡ Α. Ε. ὁ Νομάρχης μας τιμωρήσῃ τὰς Ἀρχὰς Βοδενῶν διὰ τὴν ἣν ἔδειξεν στάσιν. — [526, 390, 771, 484]
news-source: «Ν. Ε. Τύπος» — [1501, 571, 1588, 586]
subheadline-contradiction: Η ΑΝΤΙΦΑΣΙΣ — [603, 894, 694, 910]
divider — [520, 1205, 1042, 1207]
news-item: ΡΩΜΗ 21. — Αἱ Ἰταλικαὶ ἐφημερίδες μετ' εὐαρεσκείας ἀναγράφουσι τὴν εἴδησιν περὶ κατοχῆς ἐν Σομαλιλάνδῃ τοῦ Σαϊδὴ. Παρατηροῦσιν ὅμως ὅτι δὲν πρόκειται ἐν τῇ περιστάσει ταύτῃ περὶ κατακτήσεως, καθότι τὸ μέρος τοῦτο ἀνῆκεν ἤδη εἰς τὴν Ἰταλίαν δυνάμει διεθνοῦς συνθήκης. — [1048, 755, 1588, 818]
